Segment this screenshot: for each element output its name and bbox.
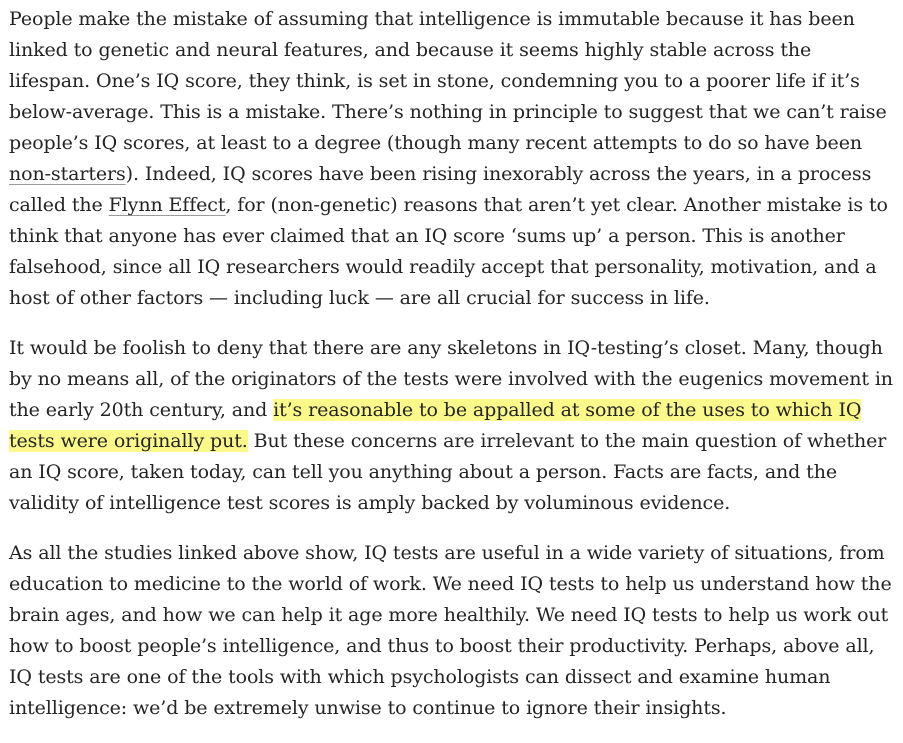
link-flynn-effect[interactable]: Flynn Effect [108,194,226,216]
highlighted-passage[interactable]: it’s reasonable to be appalled at some of the uses to which IQ tests were originally put. [9,399,862,452]
paragraph-2 [9,333,897,519]
paragraph-2-text-b: But these concerns are irrelevant to the main question of whether an IQ score, taken today, can tell you anything about a person. Facts are facts, and the validity of intelligence test scores is amply backed by voluminous evidence. [9,430,887,514]
article-body [9,4,897,743]
paragraph-1 [9,4,897,314]
paragraph-3-text: As all the studies linked above show, IQ tests are useful in a wide variety of situations, from education to medicine to the world of work. We need IQ tests to help us understand how the brain ages, and how we can help it age more healthily. We need IQ tests to help us work out how to boost people’s intelligence, and thus to boost their productivity. Perhaps, above all, IQ tests are one of the tools with which psychologists can dissect and examine human intelligence: we’d be extremely unwise to continue to ignore their insights. [9,542,892,719]
paragraph-3 [9,538,897,724]
link-non-starters[interactable]: non-starters [9,163,126,185]
paragraph-1-text-c: , for (non-genetic) reasons that aren’t yet clear. Another mistake is to think that anyone has ever claimed that an IQ score ‘sums up’ a person. This is another falsehood, since all IQ researchers would readily accept that personality, motivation, and a host of other factors — including luck — are all crucial for success in life. [9,194,888,309]
paragraph-1-text-b: ). Indeed, IQ scores have been rising inexorably across the years, in a process called the [9,163,872,216]
paragraph-2-text-a: It would be foolish to deny that there are any skeletons in IQ-testing’s closet. Many, though by no means all, of the originators of the tests were involved with the eugenics movement in the early 20th century, and [9,337,893,421]
paragraph-1-text-a: People make the mistake of assuming that intelligence is immutable because it has been linked to genetic and neural features, and because it seems highly stable across the lifespan. One’s IQ score, they think, is set in stone, condemning you to a poorer life if it’s below-average. This is a mistake. There’s nothing in principle to suggest that we can’t raise people’s IQ scores, at least to a degree (though many recent attempts to do so have been [9,8,887,154]
